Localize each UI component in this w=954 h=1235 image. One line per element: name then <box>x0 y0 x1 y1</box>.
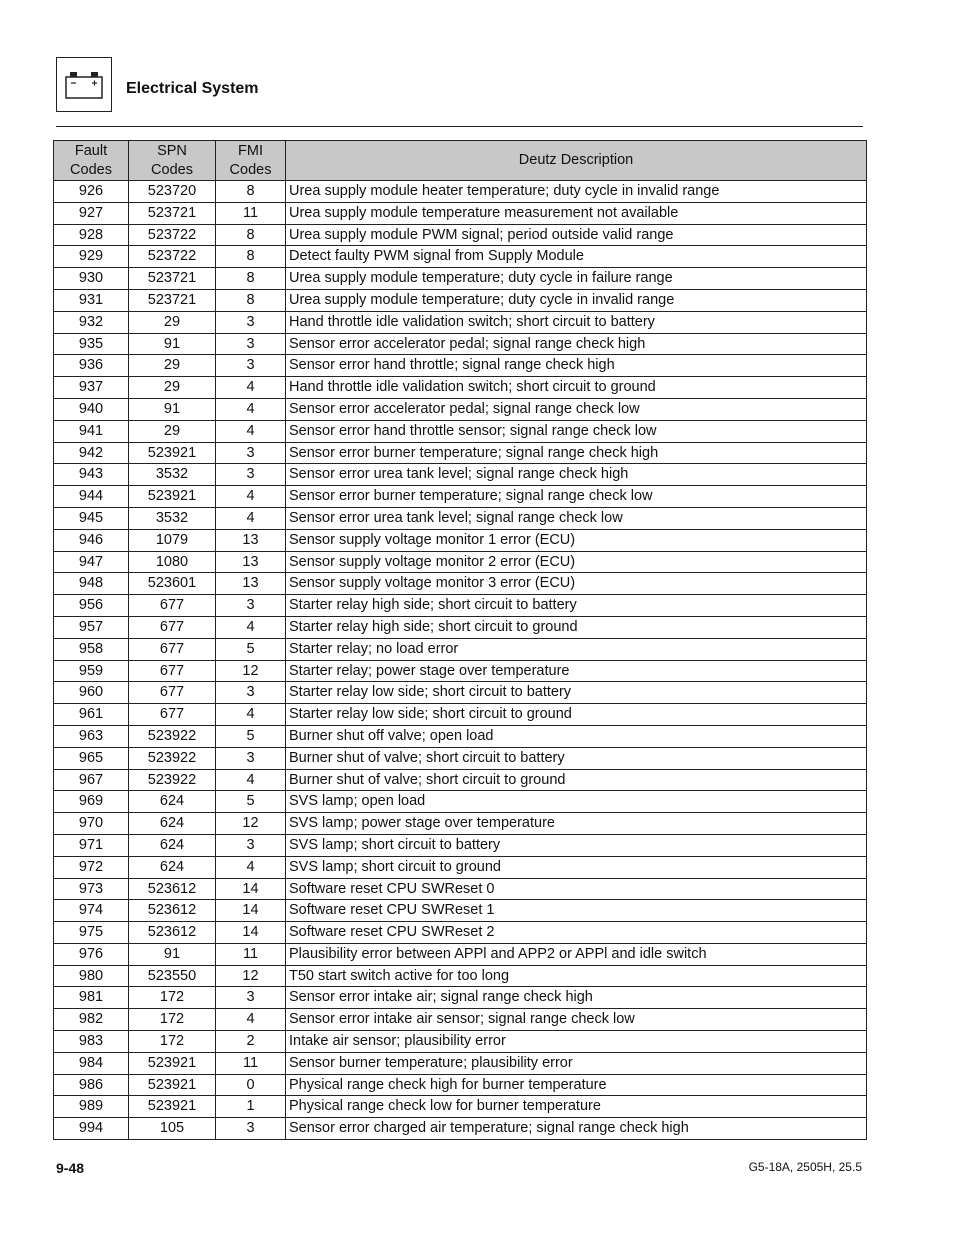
fault-code-cell: 956 <box>54 595 129 617</box>
fmi-code-cell: 12 <box>216 813 286 835</box>
description-cell: Sensor burner temperature; plausibility error <box>286 1052 867 1074</box>
fault-code-cell: 973 <box>54 878 129 900</box>
fmi-code-cell: 13 <box>216 529 286 551</box>
fmi-code-cell: 3 <box>216 1118 286 1140</box>
description-cell: Sensor error urea tank level; signal range check high <box>286 464 867 486</box>
description-cell: Sensor error accelerator pedal; signal range check low <box>286 398 867 420</box>
table-row <box>54 1009 867 1031</box>
table-row <box>54 224 867 246</box>
fault-code-cell: 944 <box>54 486 129 508</box>
spn-code-cell: 1079 <box>129 529 216 551</box>
description-cell: Burner shut of valve; short circuit to battery <box>286 747 867 769</box>
table-row <box>54 311 867 333</box>
column-header-fmi-codes: FMI Codes <box>216 141 286 181</box>
table-row <box>54 922 867 944</box>
fault-code-cell: 994 <box>54 1118 129 1140</box>
fmi-code-cell: 4 <box>216 398 286 420</box>
fmi-code-cell: 8 <box>216 268 286 290</box>
fault-code-cell: 960 <box>54 682 129 704</box>
fault-code-cell: 940 <box>54 398 129 420</box>
fmi-code-cell: 4 <box>216 704 286 726</box>
fault-code-cell: 946 <box>54 529 129 551</box>
spn-code-cell: 523612 <box>129 878 216 900</box>
spn-code-cell: 677 <box>129 616 216 638</box>
table-row <box>54 246 867 268</box>
fmi-code-cell: 4 <box>216 769 286 791</box>
fmi-code-cell: 4 <box>216 616 286 638</box>
fault-code-cell: 971 <box>54 834 129 856</box>
battery-icon <box>64 70 104 100</box>
spn-code-cell: 172 <box>129 987 216 1009</box>
description-cell: Sensor error intake air sensor; signal range check low <box>286 1009 867 1031</box>
description-cell: Physical range check high for burner temperature <box>286 1074 867 1096</box>
fmi-code-cell: 5 <box>216 638 286 660</box>
fmi-code-cell: 3 <box>216 682 286 704</box>
table-row <box>54 442 867 464</box>
fmi-code-cell: 3 <box>216 442 286 464</box>
description-cell: Starter relay low side; short circuit to battery <box>286 682 867 704</box>
table-row <box>54 682 867 704</box>
fault-code-cell: 967 <box>54 769 129 791</box>
spn-code-cell: 677 <box>129 638 216 660</box>
description-cell: Urea supply module heater temperature; duty cycle in invalid range <box>286 181 867 203</box>
table-row <box>54 704 867 726</box>
spn-code-cell: 523921 <box>129 486 216 508</box>
spn-code-cell: 523550 <box>129 965 216 987</box>
fault-code-cell: 927 <box>54 202 129 224</box>
fmi-code-cell: 3 <box>216 311 286 333</box>
fmi-code-cell: 3 <box>216 987 286 1009</box>
spn-code-cell: 523720 <box>129 181 216 203</box>
spn-code-cell: 624 <box>129 856 216 878</box>
description-cell: Software reset CPU SWReset 1 <box>286 900 867 922</box>
description-cell: Detect faulty PWM signal from Supply Module <box>286 246 867 268</box>
table-body <box>54 181 867 1140</box>
fault-code-cell: 930 <box>54 268 129 290</box>
description-cell: SVS lamp; short circuit to battery <box>286 834 867 856</box>
fault-code-cell: 942 <box>54 442 129 464</box>
description-cell: Sensor error hand throttle; signal range check high <box>286 355 867 377</box>
table-row <box>54 181 867 203</box>
fmi-code-cell: 3 <box>216 747 286 769</box>
spn-code-cell: 523722 <box>129 224 216 246</box>
spn-code-cell: 523721 <box>129 268 216 290</box>
fault-code-cell: 959 <box>54 660 129 682</box>
spn-code-cell: 624 <box>129 791 216 813</box>
fault-code-cell: 926 <box>54 181 129 203</box>
fault-code-cell: 975 <box>54 922 129 944</box>
description-cell: Sensor error burner temperature; signal range check low <box>286 486 867 508</box>
column-header-spn-codes: SPN Codes <box>129 141 216 181</box>
table-row <box>54 900 867 922</box>
fmi-code-cell: 4 <box>216 377 286 399</box>
table-row <box>54 333 867 355</box>
table-row <box>54 1096 867 1118</box>
fault-code-cell: 937 <box>54 377 129 399</box>
description-cell: Sensor error urea tank level; signal range check low <box>286 507 867 529</box>
description-cell: Sensor supply voltage monitor 3 error (ECU) <box>286 573 867 595</box>
fmi-code-cell: 11 <box>216 202 286 224</box>
spn-code-cell: 91 <box>129 943 216 965</box>
fault-code-cell: 935 <box>54 333 129 355</box>
description-cell: Sensor error accelerator pedal; signal range check high <box>286 333 867 355</box>
description-cell: Software reset CPU SWReset 2 <box>286 922 867 944</box>
fault-code-cell: 945 <box>54 507 129 529</box>
table-row <box>54 747 867 769</box>
fault-code-cell: 965 <box>54 747 129 769</box>
fmi-code-cell: 11 <box>216 1052 286 1074</box>
description-cell: Urea supply module PWM signal; period outside valid range <box>286 224 867 246</box>
table-row <box>54 725 867 747</box>
table-row <box>54 398 867 420</box>
fmi-code-cell: 4 <box>216 856 286 878</box>
fmi-code-cell: 4 <box>216 507 286 529</box>
header-divider <box>56 126 863 127</box>
spn-code-cell: 624 <box>129 834 216 856</box>
fault-code-cell: 970 <box>54 813 129 835</box>
table-row <box>54 1074 867 1096</box>
table-row <box>54 595 867 617</box>
fault-code-cell: 931 <box>54 289 129 311</box>
fault-code-cell: 957 <box>54 616 129 638</box>
spn-code-cell: 29 <box>129 355 216 377</box>
fmi-code-cell: 3 <box>216 834 286 856</box>
fault-code-cell: 981 <box>54 987 129 1009</box>
spn-code-cell: 523921 <box>129 1052 216 1074</box>
fmi-code-cell: 14 <box>216 878 286 900</box>
spn-code-cell: 677 <box>129 660 216 682</box>
fmi-code-cell: 4 <box>216 420 286 442</box>
description-cell: Urea supply module temperature; duty cycle in invalid range <box>286 289 867 311</box>
fault-code-cell: 958 <box>54 638 129 660</box>
fmi-code-cell: 13 <box>216 551 286 573</box>
description-cell: SVS lamp; short circuit to ground <box>286 856 867 878</box>
spn-code-cell: 29 <box>129 311 216 333</box>
table-row <box>54 813 867 835</box>
description-cell: Sensor error intake air; signal range check high <box>286 987 867 1009</box>
table-row <box>54 464 867 486</box>
spn-code-cell: 523721 <box>129 202 216 224</box>
fault-code-cell: 932 <box>54 311 129 333</box>
table-row <box>54 202 867 224</box>
table-row <box>54 268 867 290</box>
spn-code-cell: 29 <box>129 420 216 442</box>
description-cell: Sensor supply voltage monitor 1 error (ECU) <box>286 529 867 551</box>
table-row <box>54 616 867 638</box>
spn-code-cell: 91 <box>129 398 216 420</box>
fmi-code-cell: 0 <box>216 1074 286 1096</box>
description-cell: Starter relay; no load error <box>286 638 867 660</box>
table-row <box>54 987 867 1009</box>
table-row <box>54 638 867 660</box>
table-row <box>54 1118 867 1140</box>
fault-code-cell: 969 <box>54 791 129 813</box>
table-row <box>54 769 867 791</box>
fault-code-cell: 976 <box>54 943 129 965</box>
description-cell: Sensor supply voltage monitor 2 error (ECU) <box>286 551 867 573</box>
fault-code-cell: 984 <box>54 1052 129 1074</box>
battery-icon-box <box>56 57 112 112</box>
fmi-code-cell: 8 <box>216 224 286 246</box>
fault-code-cell: 982 <box>54 1009 129 1031</box>
table-row <box>54 289 867 311</box>
spn-code-cell: 523922 <box>129 769 216 791</box>
fmi-code-cell: 12 <box>216 965 286 987</box>
table-row <box>54 660 867 682</box>
spn-code-cell: 624 <box>129 813 216 835</box>
table-row <box>54 878 867 900</box>
spn-code-cell: 677 <box>129 682 216 704</box>
fmi-code-cell: 3 <box>216 464 286 486</box>
spn-code-cell: 523722 <box>129 246 216 268</box>
description-cell: Intake air sensor; plausibility error <box>286 1031 867 1053</box>
fmi-code-cell: 12 <box>216 660 286 682</box>
table-row <box>54 486 867 508</box>
fault-code-cell: 974 <box>54 900 129 922</box>
table-row <box>54 573 867 595</box>
table-row <box>54 420 867 442</box>
spn-code-cell: 523601 <box>129 573 216 595</box>
fmi-code-cell: 3 <box>216 595 286 617</box>
spn-code-cell: 29 <box>129 377 216 399</box>
fault-codes-table <box>53 140 867 1140</box>
fault-code-cell: 963 <box>54 725 129 747</box>
description-cell: Burner shut of valve; short circuit to ground <box>286 769 867 791</box>
table-header-row <box>54 141 867 181</box>
spn-code-cell: 172 <box>129 1009 216 1031</box>
description-cell: Starter relay high side; short circuit to battery <box>286 595 867 617</box>
spn-code-cell: 3532 <box>129 507 216 529</box>
fmi-code-cell: 3 <box>216 355 286 377</box>
fault-code-cell: 989 <box>54 1096 129 1118</box>
fault-code-cell: 972 <box>54 856 129 878</box>
fmi-code-cell: 4 <box>216 1009 286 1031</box>
fault-code-cell: 983 <box>54 1031 129 1053</box>
fmi-code-cell: 8 <box>216 181 286 203</box>
column-header-fault-codes: Fault Codes <box>54 141 129 181</box>
spn-code-cell: 91 <box>129 333 216 355</box>
fault-code-cell: 928 <box>54 224 129 246</box>
description-cell: Hand throttle idle validation switch; short circuit to ground <box>286 377 867 399</box>
fmi-code-cell: 4 <box>216 486 286 508</box>
description-cell: Sensor error burner temperature; signal range check high <box>286 442 867 464</box>
table-row <box>54 529 867 551</box>
description-cell: SVS lamp; open load <box>286 791 867 813</box>
spn-code-cell: 677 <box>129 704 216 726</box>
fmi-code-cell: 5 <box>216 791 286 813</box>
table-row <box>54 1052 867 1074</box>
spn-code-cell: 1080 <box>129 551 216 573</box>
description-cell: Burner shut off valve; open load <box>286 725 867 747</box>
fmi-code-cell: 3 <box>216 333 286 355</box>
table-row <box>54 965 867 987</box>
fmi-code-cell: 1 <box>216 1096 286 1118</box>
description-cell: Sensor error hand throttle sensor; signal range check low <box>286 420 867 442</box>
spn-code-cell: 523921 <box>129 1096 216 1118</box>
fault-code-cell: 961 <box>54 704 129 726</box>
table-row <box>54 791 867 813</box>
spn-code-cell: 523922 <box>129 747 216 769</box>
column-header-description: Deutz Description <box>286 141 867 181</box>
spn-code-cell: 523921 <box>129 442 216 464</box>
spn-code-cell: 105 <box>129 1118 216 1140</box>
table-row <box>54 834 867 856</box>
spn-code-cell: 523921 <box>129 1074 216 1096</box>
fmi-code-cell: 14 <box>216 922 286 944</box>
table-row <box>54 943 867 965</box>
table-row <box>54 355 867 377</box>
fault-code-cell: 941 <box>54 420 129 442</box>
description-cell: Urea supply module temperature; duty cycle in failure range <box>286 268 867 290</box>
document-reference: G5-18A, 2505H, 25.5 <box>748 1160 862 1174</box>
section-title: Electrical System <box>126 80 259 97</box>
description-cell: Starter relay high side; short circuit to ground <box>286 616 867 638</box>
table-row <box>54 377 867 399</box>
fmi-code-cell: 8 <box>216 246 286 268</box>
description-cell: Starter relay; power stage over temperature <box>286 660 867 682</box>
description-cell: Urea supply module temperature measurement not available <box>286 202 867 224</box>
table-row <box>54 551 867 573</box>
description-cell: Physical range check low for burner temperature <box>286 1096 867 1118</box>
spn-code-cell: 523612 <box>129 922 216 944</box>
description-cell: Hand throttle idle validation switch; short circuit to battery <box>286 311 867 333</box>
fmi-code-cell: 13 <box>216 573 286 595</box>
fault-code-cell: 986 <box>54 1074 129 1096</box>
description-cell: SVS lamp; power stage over temperature <box>286 813 867 835</box>
fmi-code-cell: 5 <box>216 725 286 747</box>
fmi-code-cell: 2 <box>216 1031 286 1053</box>
description-cell: Software reset CPU SWReset 0 <box>286 878 867 900</box>
fault-code-cell: 936 <box>54 355 129 377</box>
spn-code-cell: 523922 <box>129 725 216 747</box>
description-cell: Starter relay low side; short circuit to ground <box>286 704 867 726</box>
fmi-code-cell: 8 <box>216 289 286 311</box>
spn-code-cell: 523721 <box>129 289 216 311</box>
description-cell: Sensor error charged air temperature; signal range check high <box>286 1118 867 1140</box>
fault-code-cell: 929 <box>54 246 129 268</box>
description-cell: T50 start switch active for too long <box>286 965 867 987</box>
spn-code-cell: 523612 <box>129 900 216 922</box>
spn-code-cell: 172 <box>129 1031 216 1053</box>
page-number: 9-48 <box>56 1160 85 1176</box>
description-cell: Plausibility error between APPl and APP2 or APPl and idle switch <box>286 943 867 965</box>
fault-code-cell: 943 <box>54 464 129 486</box>
spn-code-cell: 677 <box>129 595 216 617</box>
fmi-code-cell: 14 <box>216 900 286 922</box>
fault-code-cell: 980 <box>54 965 129 987</box>
table-row <box>54 1031 867 1053</box>
table-row <box>54 856 867 878</box>
fault-code-cell: 948 <box>54 573 129 595</box>
spn-code-cell: 3532 <box>129 464 216 486</box>
fmi-code-cell: 11 <box>216 943 286 965</box>
fault-code-cell: 947 <box>54 551 129 573</box>
table-row <box>54 507 867 529</box>
